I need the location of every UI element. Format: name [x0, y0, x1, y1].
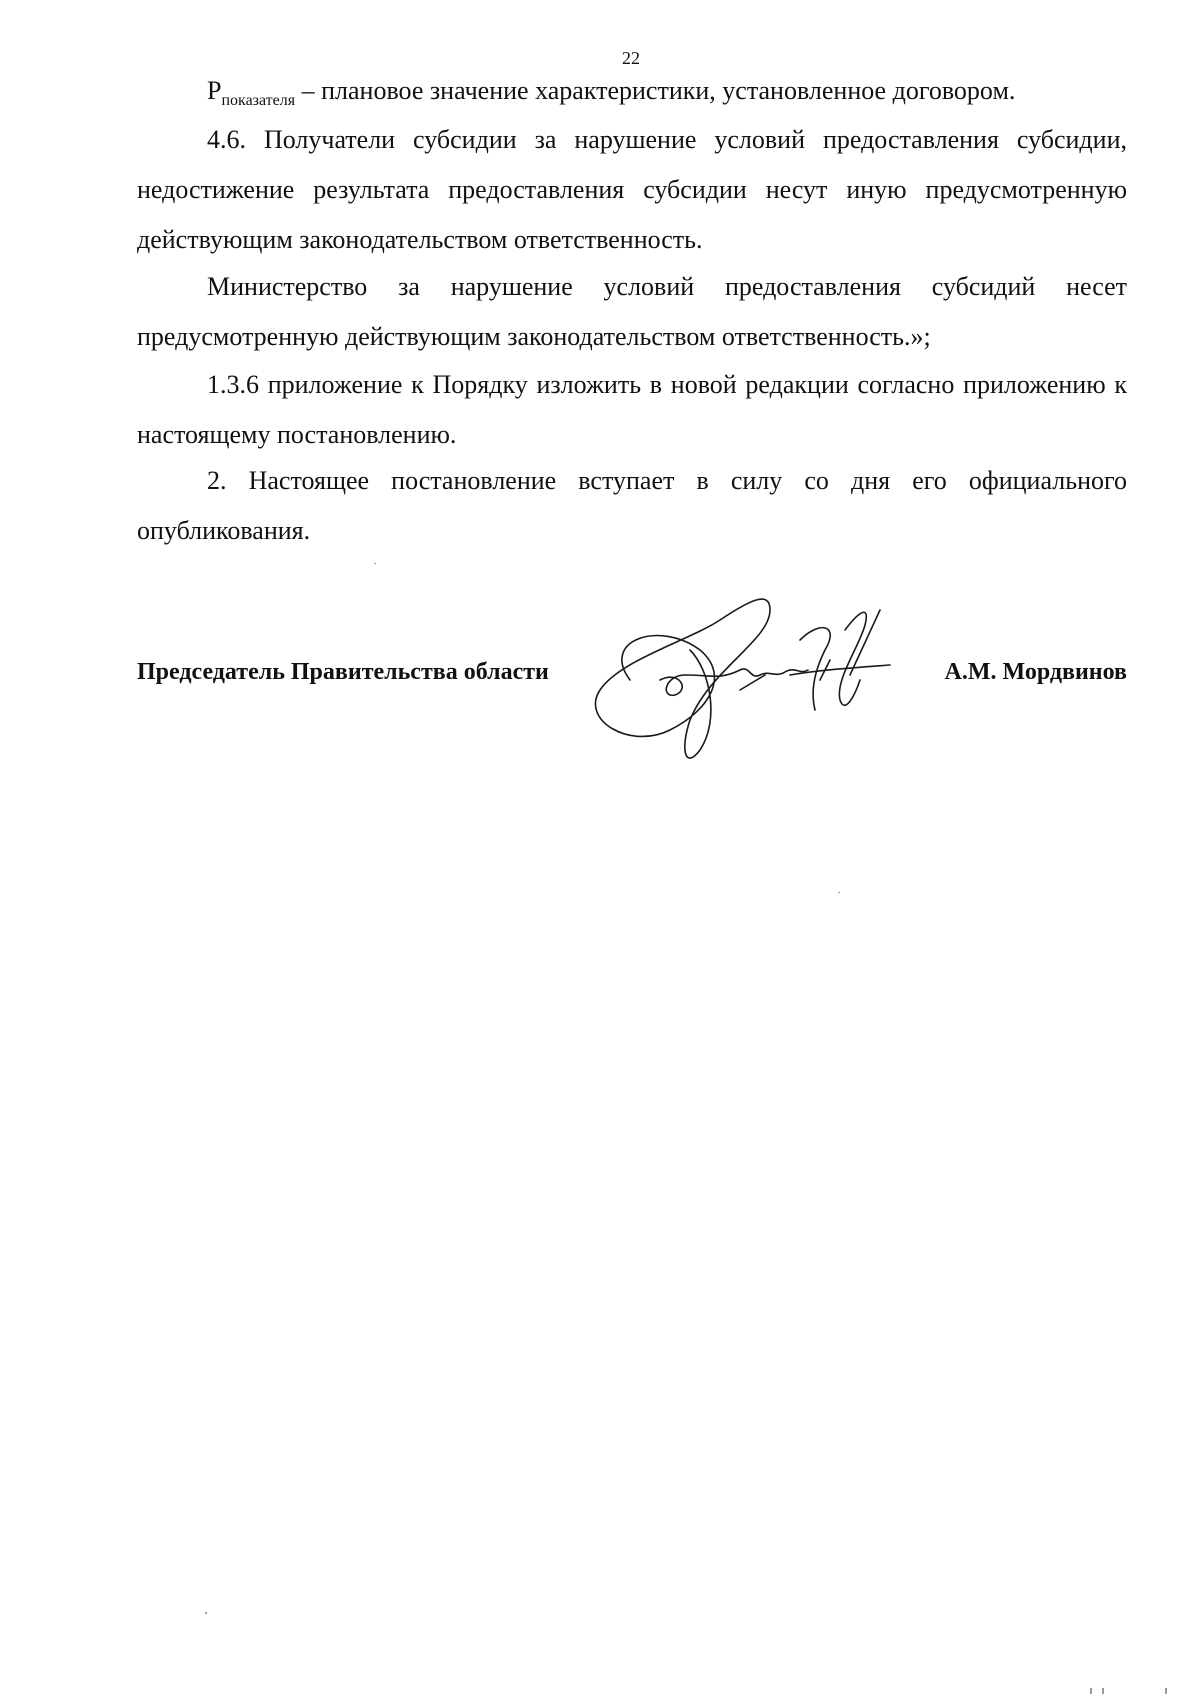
signer-name: А.М. Мордвинов — [944, 659, 1127, 685]
paragraph-text: 4.6. Получатели субсидии за нарушение условий предоставления субсидии, недостижение результата предоставления субсидии несут иную предусмотренную действующим законодательством ответственность. — [137, 125, 1127, 254]
scan-speck — [374, 563, 376, 564]
scan-speck — [838, 892, 840, 893]
scan-speck — [1102, 1688, 1104, 1694]
page-number: 22 — [622, 48, 640, 68]
paragraph-4-6 — [137, 115, 1127, 265]
paragraph-2-effective-date — [137, 456, 1127, 556]
paragraph-ministry-responsibility — [137, 262, 1127, 362]
handwritten-signature — [590, 580, 950, 780]
scan-speck — [205, 1612, 207, 1614]
paragraph-text: Министерство за нарушение условий предоставления субсидий несет предусмотренную действующим законодательством ответственность.»; — [137, 272, 1127, 351]
scan-speck — [1165, 1688, 1167, 1694]
formula-description: – плановое значение характеристики, установленное договором. — [295, 76, 1016, 105]
formula-subscript: показателя — [221, 92, 296, 109]
paragraph-text: 1.3.6 приложение к Порядку изложить в новой редакции согласно приложению к настоящему постановлению. — [137, 370, 1127, 449]
signer-title: Председатель Правительства области — [137, 659, 549, 685]
paragraph-1-3-6 — [137, 360, 1127, 460]
formula-symbol: P — [207, 76, 222, 105]
formula-definition-line — [207, 66, 1127, 120]
scan-speck — [1090, 1688, 1092, 1694]
paragraph-text: 2. Настоящее постановление вступает в силу со дня его официального опубликования. — [137, 466, 1127, 545]
